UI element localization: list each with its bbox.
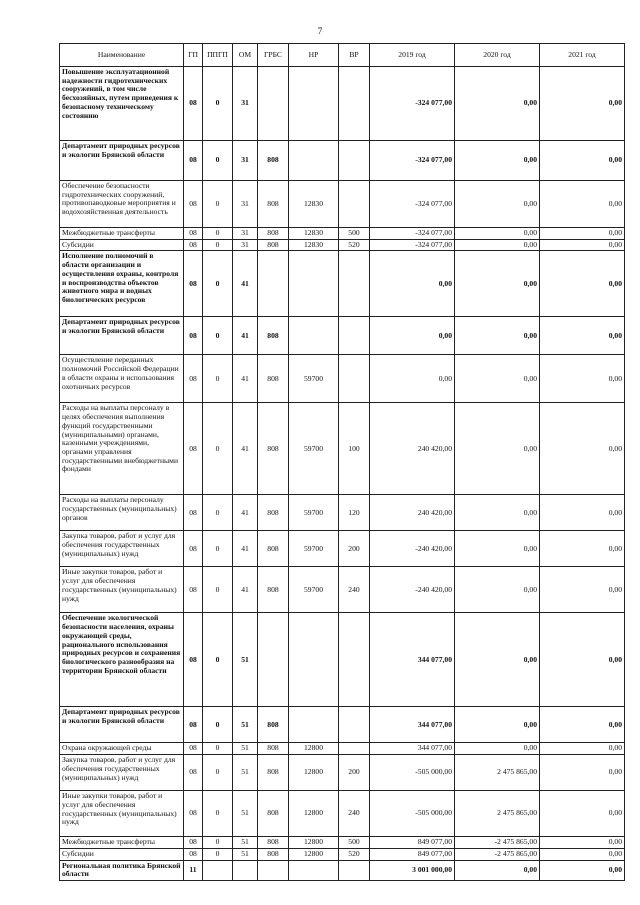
row-grbs: 808 [258,355,289,403]
row-value-2019: -240 420,00 [370,531,455,567]
row-grbs [258,860,289,880]
row-value-2020: -2 475 865,00 [455,837,540,849]
row-grbs: 808 [258,531,289,567]
row-vr [339,613,370,707]
row-nr: 12830 [289,181,339,228]
row-grbs: 808 [258,791,289,837]
table-row [60,567,625,613]
row-name: Закупка товаров, работ и услуг для обеспечения государственных (муниципальных) нужд [60,531,184,567]
row-grbs: 808 [258,317,289,355]
row-value-2019: 849 077,00 [370,848,455,860]
row-gp: 08 [184,181,203,228]
row-name: Обеспечение безопасности гидротехнических сооружений, противопаводковые мероприятия и водохозяйственная деятельность [60,181,184,228]
row-ppgp: 0 [203,791,233,837]
col-header-grbs: ГРБС [258,44,289,67]
row-om: 51 [233,743,258,755]
row-name: Осуществление переданных полномочий Российской Федерации в области охраны и использования охотничьих ресурсов [60,355,184,403]
row-name: Закупка товаров, работ и услуг для обеспечения государственных (муниципальных) нужд [60,755,184,791]
row-vr [339,317,370,355]
row-nr: 12830 [289,228,339,240]
table-row [60,317,625,355]
row-value-2020: 0,00 [455,355,540,403]
row-value-2020: 0,00 [455,228,540,240]
row-vr: 500 [339,228,370,240]
row-value-2020: 2 475 865,00 [455,755,540,791]
row-grbs: 808 [258,181,289,228]
row-vr [339,181,370,228]
row-om: 41 [233,355,258,403]
row-value-2020: 0,00 [455,251,540,317]
row-value-2019: 0,00 [370,317,455,355]
row-grbs: 808 [258,837,289,849]
table-row [60,791,625,837]
col-header-gp: ГП [184,44,203,67]
row-vr: 520 [339,848,370,860]
row-gp: 08 [184,567,203,613]
row-vr: 200 [339,755,370,791]
row-ppgp: 0 [203,181,233,228]
row-ppgp: 0 [203,495,233,531]
row-gp: 08 [184,755,203,791]
row-vr [339,355,370,403]
row-ppgp: 0 [203,613,233,707]
row-name: Обеспечение экологической безопасности населения, охраны окружающей среды, рационального использования природных ресурсов и сохранения биологического разнообразия на территории Брянской области [60,613,184,707]
row-name: Расходы на выплаты персоналу государственных (муниципальных) органов [60,495,184,531]
row-value-2019: 240 420,00 [370,495,455,531]
row-gp: 08 [184,837,203,849]
table-row [60,355,625,403]
row-value-2019: -505 000,00 [370,791,455,837]
row-value-2019: -324 077,00 [370,228,455,240]
row-ppgp: 0 [203,403,233,495]
row-om: 41 [233,317,258,355]
row-om: 41 [233,251,258,317]
row-value-2019: 0,00 [370,251,455,317]
col-header-vr: ВР [339,44,370,67]
row-value-2020: 0,00 [455,403,540,495]
row-om: 41 [233,531,258,567]
row-nr [289,67,339,141]
table-row [60,755,625,791]
table-row [60,67,625,141]
row-ppgp: 0 [203,755,233,791]
row-grbs: 808 [258,848,289,860]
row-value-2021: 0,00 [540,613,625,707]
row-name: Межбюджетные трансферты [60,228,184,240]
row-name: Департамент природных ресурсов и экологии Брянской области [60,707,184,743]
row-value-2021: 0,00 [540,567,625,613]
row-vr: 240 [339,567,370,613]
row-nr: 59700 [289,403,339,495]
row-grbs [258,613,289,707]
row-value-2019: -240 420,00 [370,567,455,613]
row-ppgp: 0 [203,707,233,743]
row-gp: 08 [184,317,203,355]
row-ppgp: 0 [203,67,233,141]
row-value-2021: 0,00 [540,743,625,755]
row-name: Субсидии [60,848,184,860]
row-value-2020: 0,00 [455,67,540,141]
row-value-2021: 0,00 [540,251,625,317]
table-row [60,251,625,317]
row-vr: 520 [339,239,370,251]
row-gp: 08 [184,495,203,531]
table-row [60,495,625,531]
row-value-2019: 344 077,00 [370,707,455,743]
row-vr [339,743,370,755]
row-name: Расходы на выплаты персоналу в целях обеспечения выполнения функций государственными (муниципальными) органами, казенными учреждениями, органами управления государственными внебюджетными фондами [60,403,184,495]
row-om: 31 [233,239,258,251]
row-value-2021: 0,00 [540,181,625,228]
row-vr: 500 [339,837,370,849]
row-vr [339,141,370,181]
table-row [60,239,625,251]
row-om: 31 [233,67,258,141]
row-om: 51 [233,837,258,849]
table-row [60,848,625,860]
row-vr: 100 [339,403,370,495]
row-value-2021: 0,00 [540,848,625,860]
row-ppgp: 0 [203,355,233,403]
row-om: 31 [233,181,258,228]
row-ppgp: 0 [203,228,233,240]
row-value-2019: -324 077,00 [370,141,455,181]
row-om [233,860,258,880]
table-row [60,860,625,880]
row-nr: 12800 [289,791,339,837]
row-value-2021: 0,00 [540,355,625,403]
row-gp: 08 [184,791,203,837]
row-value-2021: 0,00 [540,791,625,837]
row-value-2019: 0,00 [370,355,455,403]
row-ppgp: 0 [203,251,233,317]
row-name: Повышение эксплуатационной надежности гидротехнических сооружений, в том числе бесхозяйных, путем приведения к безопасному техническому состоянию [60,67,184,141]
row-value-2021: 0,00 [540,707,625,743]
row-value-2019: -324 077,00 [370,239,455,251]
row-value-2021: 0,00 [540,239,625,251]
row-gp: 08 [184,848,203,860]
row-om: 51 [233,755,258,791]
row-value-2021: 0,00 [540,228,625,240]
row-ppgp: 0 [203,141,233,181]
row-gp: 08 [184,141,203,181]
row-vr: 240 [339,791,370,837]
row-vr: 200 [339,531,370,567]
row-nr: 59700 [289,495,339,531]
col-header-2020: 2020 год [455,44,540,67]
row-value-2020: 0,00 [455,141,540,181]
row-value-2019: 3 001 000,00 [370,860,455,880]
row-value-2020: 0,00 [455,707,540,743]
table-row [60,531,625,567]
table-row [60,707,625,743]
row-gp: 08 [184,743,203,755]
row-value-2019: -505 000,00 [370,755,455,791]
row-value-2020: 0,00 [455,317,540,355]
row-value-2021: 0,00 [540,837,625,849]
row-value-2021: 0,00 [540,317,625,355]
row-value-2019: 344 077,00 [370,613,455,707]
row-nr [289,317,339,355]
row-grbs: 808 [258,707,289,743]
row-om: 41 [233,403,258,495]
row-value-2019: -324 077,00 [370,67,455,141]
col-header-name: Наименование [60,44,184,67]
row-vr [339,860,370,880]
table-body [60,67,625,881]
row-om: 51 [233,791,258,837]
row-name: Охрана окружающей среды [60,743,184,755]
table-row [60,837,625,849]
row-name: Департамент природных ресурсов и экологии Брянской области [60,141,184,181]
row-value-2021: 0,00 [540,403,625,495]
row-nr: 12800 [289,837,339,849]
row-nr: 59700 [289,355,339,403]
row-name: Межбюджетные трансферты [60,837,184,849]
table-row [60,181,625,228]
row-om: 51 [233,707,258,743]
row-value-2020: 0,00 [455,239,540,251]
row-name: Субсидии [60,239,184,251]
table-row [60,228,625,240]
row-value-2019: 849 077,00 [370,837,455,849]
row-ppgp: 0 [203,743,233,755]
row-name: Региональная политика Брянской области [60,860,184,880]
row-gp: 08 [184,67,203,141]
row-grbs: 808 [258,228,289,240]
row-grbs [258,251,289,317]
row-vr [339,707,370,743]
budget-table [59,43,625,881]
table-row [60,141,625,181]
row-gp: 08 [184,707,203,743]
row-ppgp: 0 [203,837,233,849]
row-value-2019: -324 077,00 [370,181,455,228]
row-nr: 59700 [289,567,339,613]
row-gp: 08 [184,403,203,495]
row-nr [289,707,339,743]
col-header-2021: 2021 год [540,44,625,67]
table-row [60,613,625,707]
row-grbs: 808 [258,567,289,613]
row-om: 41 [233,567,258,613]
row-om: 31 [233,228,258,240]
row-nr: 12830 [289,239,339,251]
page-number: 7 [317,26,323,36]
row-grbs: 808 [258,743,289,755]
row-nr [289,860,339,880]
col-header-nr: НР [289,44,339,67]
row-value-2020: 0,00 [455,860,540,880]
row-gp: 08 [184,251,203,317]
row-gp: 08 [184,239,203,251]
row-vr [339,67,370,141]
row-value-2021: 0,00 [540,755,625,791]
row-gp: 08 [184,228,203,240]
row-value-2021: 0,00 [540,495,625,531]
row-value-2020: 2 475 865,00 [455,791,540,837]
row-name: Иные закупки товаров, работ и услуг для обеспечения государственных (муниципальных) нужд [60,567,184,613]
row-nr [289,141,339,181]
col-header-2019: 2019 год [370,44,455,67]
row-om: 51 [233,848,258,860]
col-header-om: ОМ [233,44,258,67]
row-nr: 12800 [289,743,339,755]
row-vr [339,251,370,317]
row-value-2020: 0,00 [455,531,540,567]
row-name: Иные закупки товаров, работ и услуг для обеспечения государственных (муниципальных) нужд [60,791,184,837]
row-value-2020: -2 475 865,00 [455,848,540,860]
row-ppgp [203,860,233,880]
row-ppgp: 0 [203,317,233,355]
row-value-2019: 240 420,00 [370,403,455,495]
row-name: Департамент природных ресурсов и экологии Брянской области [60,317,184,355]
row-gp: 08 [184,531,203,567]
row-value-2020: 0,00 [455,567,540,613]
row-om: 51 [233,613,258,707]
row-value-2019: 344 077,00 [370,743,455,755]
row-value-2020: 0,00 [455,613,540,707]
row-grbs: 808 [258,755,289,791]
table-row [60,743,625,755]
row-gp: 08 [184,355,203,403]
row-ppgp: 0 [203,531,233,567]
row-nr [289,613,339,707]
row-value-2021: 0,00 [540,67,625,141]
row-nr: 59700 [289,531,339,567]
row-vr: 120 [339,495,370,531]
row-value-2020: 0,00 [455,743,540,755]
row-grbs: 808 [258,403,289,495]
row-gp: 08 [184,613,203,707]
table-row [60,403,625,495]
row-gp: 11 [184,860,203,880]
row-value-2021: 0,00 [540,141,625,181]
row-grbs [258,67,289,141]
row-nr: 12800 [289,755,339,791]
row-om: 31 [233,141,258,181]
row-grbs: 808 [258,141,289,181]
row-value-2021: 0,00 [540,531,625,567]
row-nr: 12800 [289,848,339,860]
table-header-row [60,44,625,67]
row-ppgp: 0 [203,567,233,613]
row-name: Исполнение полномочий в области организации и осуществления охраны, контроля и воспроизводства объектов животного мира и водных биологических ресурсов [60,251,184,317]
row-ppgp: 0 [203,848,233,860]
row-value-2020: 0,00 [455,181,540,228]
row-nr [289,251,339,317]
row-value-2020: 0,00 [455,495,540,531]
row-ppgp: 0 [203,239,233,251]
row-grbs: 808 [258,495,289,531]
row-om: 41 [233,495,258,531]
row-value-2021: 0,00 [540,860,625,880]
row-grbs: 808 [258,239,289,251]
col-header-ppgp: ППГП [203,44,233,67]
